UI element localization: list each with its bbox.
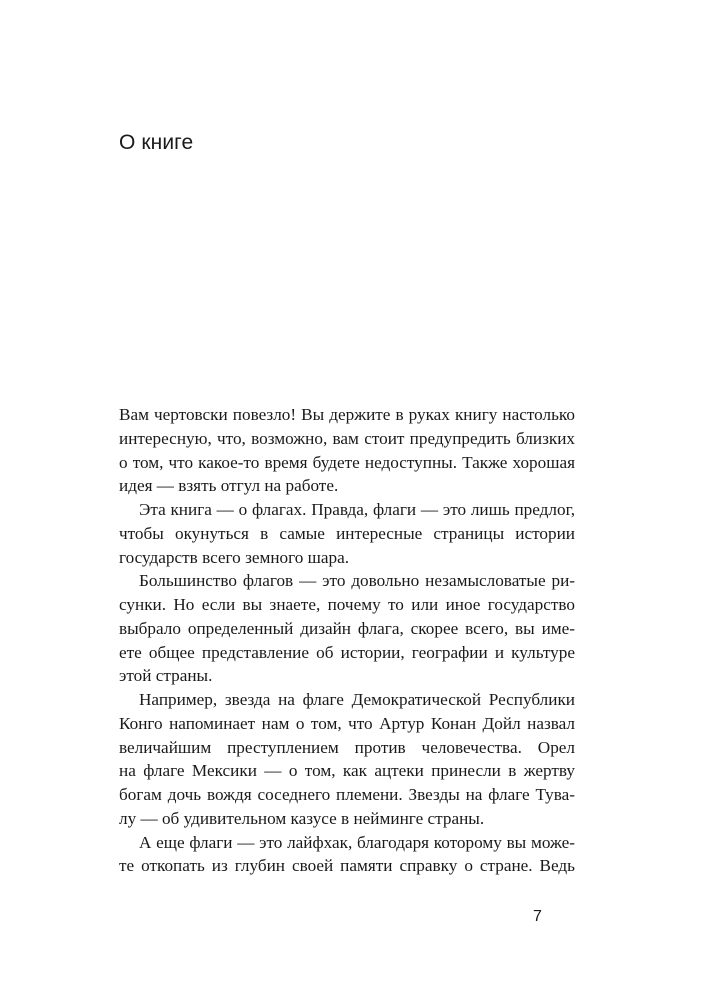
text-line: величайшим преступлением против человечества. Орел	[119, 737, 575, 757]
paragraph	[119, 403, 575, 498]
paragraph	[119, 831, 575, 879]
text-line: интересную, что, возможно, вам стоит предупредить близких	[119, 428, 575, 448]
paragraph	[119, 688, 575, 831]
text-line: на флаге Мексики — о том, как ацтеки принесли в жертву	[119, 761, 575, 781]
paragraph	[119, 498, 575, 569]
text-line: Вам чертовски повезло! Вы держите в руках книгу настолько	[119, 405, 575, 424]
text-line: Конго напоминает нам о том, что Артур Конан Дойл назвал	[119, 713, 575, 733]
text-line: выбрало определенный дизайн флага, скорее всего, вы име-	[119, 618, 575, 638]
text-line: о том, что какое-то время будете недоступны. Также хорошая	[119, 452, 575, 472]
body-text	[119, 403, 575, 878]
chapter-title: О книге	[119, 131, 194, 154]
text-line: Эта книга — о флагах. Правда, флаги — это лишь предлог,	[139, 500, 575, 519]
text-line: богам дочь вождя соседнего племени. Звезды на флаге Тува-	[119, 785, 575, 804]
text-line: государств всего земного шара.	[119, 547, 350, 567]
text-line: этой страны.	[119, 666, 213, 686]
text-line: Например, звезда на флаге Демократической Республики	[139, 690, 575, 709]
text-line: ете общее представление об истории, географии и культуре	[119, 642, 575, 662]
text-line: те откопать из глубин своей памяти справку о стране. Ведь	[119, 856, 575, 876]
text-line: чтобы окунуться в самые интересные страницы истории	[119, 523, 575, 543]
text-line: А еще флаги — это лайфхак, благодаря которому вы може-	[139, 832, 575, 852]
text-line: сунки. Но если вы знаете, почему то или иное государство	[119, 595, 575, 614]
text-line: идея — взять отгул на работе.	[119, 476, 339, 496]
text-line: лу — об удивительном казусе в нейминге страны.	[119, 808, 485, 828]
paragraph	[119, 569, 575, 688]
page-number: 7	[533, 908, 542, 925]
text-line: Большинство флагов — это довольно незамысловатые ри-	[139, 571, 575, 591]
